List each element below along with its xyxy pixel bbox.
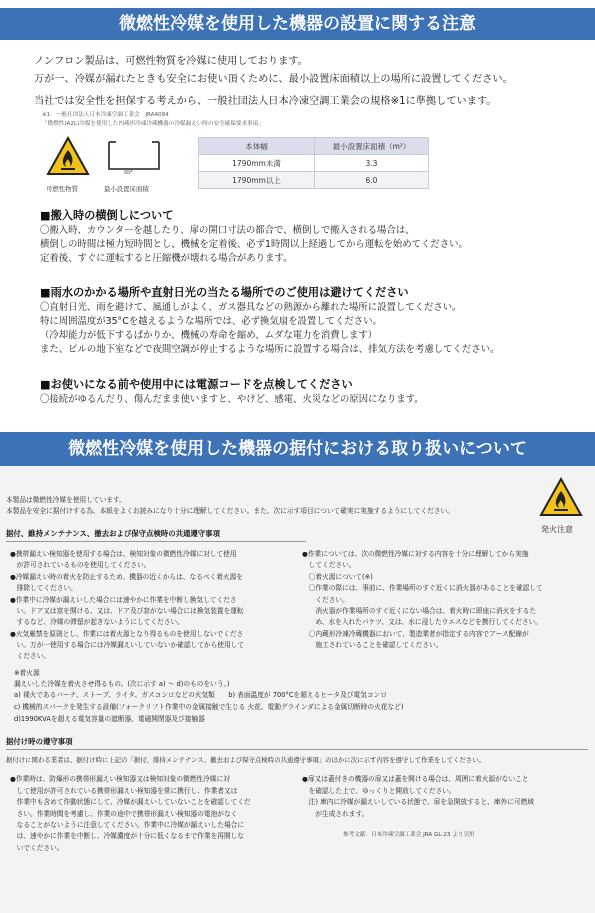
block-line: 定着後、すぐに運転すると圧縮機が壊れる場合があります。 — [40, 253, 293, 264]
table-header-cell: 最小設置床面積（m²） — [315, 138, 429, 155]
block-line: 特に周囲温度が35°Cを越えるような場所では、必ず換気扇を設置してください。 — [40, 316, 382, 327]
common-rules-heading: 据付、維持メンテナンス、撤去および保守点検時の共通遵守事項 — [6, 529, 220, 538]
common-left-line: い。ドア又は窓を開ける、又は、ドア及び窓がない場合には換気装置を運転 — [10, 607, 244, 615]
common-right-line: め、水を入れたバケツ、又は、水に浸したウエスなどを携行してください。 — [302, 618, 542, 626]
common-left-line: ●携帯漏えい検知器を使用する場合は、検知対象の微燃性冷媒に対して使用 — [10, 550, 237, 558]
common-left-line: ●作業中に冷媒が漏えいした場合には速やかに作業を中断し換気してくださ — [10, 596, 237, 604]
common-left-line: い。万が一使用する場合には冷媒漏えいしていないか確認してから使用して — [10, 641, 245, 649]
intro-line-1: ノンフロン製品は、可燃性物質を冷媒に使用しております。 — [34, 56, 308, 67]
common-right-line: してください。 — [302, 561, 356, 569]
block-line: 横倒しの時間は極力短時間とし、機械を定着後、必ず1時間以上経過してから運転を始めてください。 — [40, 239, 468, 250]
block-heading-rain-sun: ■雨水のかかる場所や直射日光の当たる場所でのご使用は避けてください — [40, 286, 409, 299]
block-line: また、ビルの地下室などで夜間空調が停止するような場所に設置する場合は、排気方法を考慮してください。 — [40, 344, 500, 355]
install-right-line: が生成されます。 — [302, 810, 369, 818]
section2-intro-2: 本製品を安全に据付けする為、本紙をよくお読みになり十分に理解してください。また、次に示す項目について確実に実施するようにしてください。 — [6, 507, 454, 515]
table-header-cell: 本体幅 — [199, 138, 315, 155]
section1-title: 微燃性冷媒を使用した機器の設置に関する注意 — [119, 14, 476, 34]
common-right-line: ●作業については、次の微燃性冷媒に対する内容を十分に理解してから実施 — [302, 550, 529, 558]
table-cell: 6.0 — [315, 172, 429, 189]
block-line: 〇接続がゆるんだり、傷んだまま使いますと、やけど、感電、火災などの原因になります。 — [40, 394, 424, 405]
common-left-line: するなど、冷媒の滞留が起きないようにしてください。 — [10, 618, 184, 626]
floor-unit-label: ｍ² — [124, 169, 133, 176]
intro-line-3: 当社では安全性を担保する考えから、一般社団法人日本冷凍空調工業会の規格※1に準拠しています。 — [34, 96, 497, 107]
install-left-line: して使用が許可されている携帯形漏えい検知器を常に携行し、作業者又は — [10, 787, 238, 795]
common-right-line: 〇作業の際には、事前に、作業場所のすぐ近くに消火器があることを確認して — [302, 584, 543, 592]
common-left-line: ●冷媒漏えい時の着火を防止するため、機器の近くからは、なるべく着火源を — [10, 573, 243, 581]
table-row — [199, 155, 429, 172]
table-cell: 3.3 — [315, 155, 429, 172]
table-cell: 1790mm未満 — [199, 155, 315, 172]
flammable-warning-icon — [46, 136, 90, 176]
table-cell: 1790mm以上 — [199, 172, 315, 189]
block-heading-carry-in: ■搬入時の横倒しについて — [40, 209, 174, 222]
install-right-line: ●扉又は蓋付きの機器の扉又は蓋を開ける場合は、周囲に着火源がないこと — [302, 775, 529, 783]
ignition-heading: ※着火源 — [14, 669, 40, 677]
install-left-line: は、速やかに作業を中断し、冷媒濃度が十分に低くなるまで作業を再開しな — [10, 832, 245, 840]
flammable-caption: 可燃性物質 — [46, 185, 78, 193]
common-right-line: ください。 — [302, 596, 349, 604]
install-rules-heading: 据付け時の遵守事項 — [6, 737, 73, 746]
install-left-line: ●作業時は、防爆形の携帯形漏えい検知器又は検知対象の微燃性冷媒に対 — [10, 775, 230, 783]
section1-title-banner — [0, 8, 595, 40]
install-intro: 据付けに関わる業者は、据付け時に上記の「据付、維持メンテナンス、撤去および保守点検時の共通遵守事項」のほかに次に示す内容を遵守して作業をしてください。 — [6, 756, 485, 764]
common-left-line: ください。 — [10, 652, 51, 660]
table-row — [199, 172, 429, 189]
heading-underline — [6, 541, 306, 542]
fire-caution-icon — [539, 477, 583, 517]
install-left-line: さい。作業時間を考慮し、作業の途中で携帯形漏えい検知器の電池がなく — [10, 810, 238, 818]
ignition-line: 漏えいした冷媒を着火させ得るもの。(次に示す a) ～ d)のものをいう。) — [14, 680, 230, 688]
ignition-line: c) 機械的スパークを発生する設備(フォークリフト作業中の金属接触で生じる 火花、電動グラインダによる金属切断時の火花など) — [14, 703, 404, 711]
install-right-line: を確認した上で、ゆっくりと開放してください。 — [302, 787, 456, 795]
common-left-line: 排除してください。 — [10, 584, 77, 592]
block-line: 〇搬入時、カウンターを越したり、扉の開口寸法の都合で、横倒しで搬入される場合は、 — [40, 225, 415, 236]
floor-caption: 最小設置床面積 — [104, 185, 149, 193]
common-right-line: 施工されていることを確認してください。 — [302, 641, 443, 649]
install-left-line: いでください。 — [10, 844, 64, 852]
heading-underline — [6, 749, 588, 750]
section2-title-banner — [0, 432, 595, 466]
common-right-line: 消火器が作業場所のすぐ近くにない場合は、着火時に即座に消火をするた — [302, 607, 537, 615]
common-left-line: が許可されているものを使用してください。 — [10, 561, 151, 569]
ignition-line: d)1990KVAを超える電気容量の遮断器、電磁開閉器及び接触器 — [14, 715, 205, 723]
block-line: （冷却能力が低下するばかりか、機械の寿命を縮め、ムダな電力を消費します） — [40, 330, 378, 341]
floor-area-icon — [106, 138, 162, 178]
common-left-line: ●火気厳禁を原則とし、作業には着火源となり得るものを使用しないでくださ — [10, 630, 244, 638]
install-left-line: 作業中も含めて作動状態にして、冷媒が漏えいしていないことを確認してくだ — [10, 798, 251, 806]
floor-area-table — [198, 137, 429, 189]
block-heading-power-cord: ■お使いになる前や使用中には電源コードを点検してください — [40, 378, 353, 391]
fire-caution-label: 発火注意 — [541, 525, 573, 534]
section2-intro-1: 本製品は微燃性冷媒を使用しています。 — [6, 496, 126, 504]
block-line: 〇直射日光、雨を避けて、風通しがよく、ガス器具などの熱源から離れた場所に設置してください。 — [40, 302, 462, 313]
footnote-line-2: 「微燃性(A2L)冷媒を使用した内蔵形冷凍冷蔵機器の冷媒漏えい時の安全確保要求事項」 — [42, 121, 264, 127]
common-right-line: 〇内蔵形冷凍冷蔵機器において、製造業者が指定する内容でアース配線が — [302, 630, 529, 638]
install-right-line: 注) 庫内に冷媒が漏えいしている状態で、扉を急開放すると、庫外に可燃域 — [302, 798, 534, 806]
footnote-line-1: ※1 一般社団法人日本冷凍空調工業会 JRA4084 — [42, 112, 169, 118]
ignition-line: a) 裸火であるバーナ、ストーブ、ライタ、ガスコンロなどの火気類 b) 表面温度が 700°Cを超えるヒータ及び電気コンロ — [14, 691, 387, 699]
intro-line-2: 万が一、冷媒が漏れたときも安全にお使い頂くために、最小設置床面積以上の場所に設置してください。 — [34, 74, 513, 85]
table-header-row — [199, 138, 429, 155]
common-right-line: 〇着火源について(※) — [302, 573, 373, 581]
reference-note: 参考文献：日本冷凍空調工業会 JRA GL-23 より引用 — [343, 832, 475, 838]
section2-title: 微燃性冷媒を使用した機器の据付における取り扱いについて — [68, 439, 527, 459]
install-left-line: なることがないように注意してください。作業中に冷媒が漏えいした場合に — [10, 821, 245, 829]
